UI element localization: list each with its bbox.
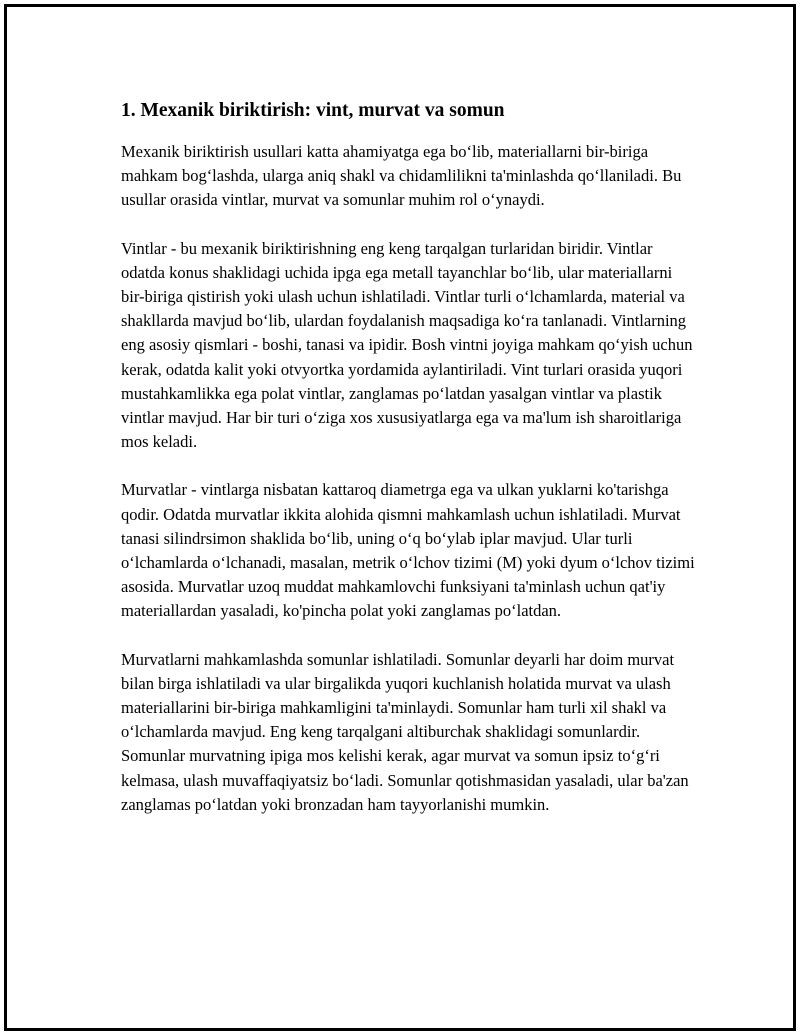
section-heading: 1. Mexanik biriktirish: vint, murvat va somun <box>121 100 505 121</box>
page-border <box>4 4 796 1031</box>
paragraph-somunlar: Murvatlarni mahkamlashda somunlar ishlatiladi. Somunlar deyarli har doim murvat bilan birga ishlatiladi va ular birgalikda yuqori kuchlanish holatida murvat va ulash materiallarini bir-biriga mahkamligini ta'minlaydi. Somunlar ham turli xil shakl va o‘lchamlarda mavjud. Eng keng tarqalgani altiburchak shaklidagi somunlardir. Somunlar murvatning ipiga mos kelishi kerak, agar murvat va somun ipsiz to‘g‘ri kelmasa, ulash muvaffaqiyatsiz bo‘ladi. Somunlar qotishmasidan yasaladi, ular ba'zan zanglamas po‘latdan yoki bronzadan ham tayyorlanishi mumkin. <box>121 649 689 814</box>
paragraph-vintlar: Vintlar - bu mexanik biriktirishning eng keng tarqalgan turlaridan biridir. Vintlar odatda konus shaklidagi uchida ipga ega metall tayanchlar bo‘lib, ular materiallarni bir-biriga qistirish yoki ulash uchun ishlatiladi. Vintlar turli o‘lchamlarda, material va shakllarda mavjud bo‘lib, ulardan foydalanish maqsadiga ko‘ra tanlanadi. Vintlarning eng asosiy qismlari - boshi, tanasi va ipidir. Bosh vintni joyiga mahkam qo‘yish uchun kerak, odatda kalit yoki otvyortka yordamida aylantiriladi. Vint turlari orasida yuqori mustahkamlikka ega polat vintlar, zanglamas po‘latdan yasalgan vintlar va plastik vintlar mavjud. Har bir turi o‘ziga xos xususiyatlarga ega va ma'lum ish sharoitlariga mos keladi. <box>121 238 693 452</box>
document-body <box>121 98 696 841</box>
paragraph-intro: Mexanik biriktirish usullari katta ahamiyatga ega bo‘lib, materiallarni bir-biriga mahkam bog‘lashda, ularga aniq shakl va chidamlilikni ta'minlashda qo‘llaniladi. Bu usullar orasida vintlar, murvat va somunlar muhim rol o‘ynaydi. <box>121 142 682 210</box>
paragraph-murvatlar: Murvatlar - vintlarga nisbatan kattaroq diametrga ega va ulkan yuklarni ko'tarishga qodir. Odatda murvatlar ikkita alohida qismni mahkamlash uchun ishlatiladi. Murvat tanasi silindrsimon shaklida bo‘lib, uning o‘q bo‘ylab iplar mavjud. Ular turli o‘lchamlarda o‘lchanadi, masalan, metrik o‘lchov tizimi (M) yoki dyum o‘lchov tizimi asosida. Murvatlar uzoq muddat mahkamlovchi funksiyani ta'minlash uchun qat'iy materiallardan yasaladi, ko'pincha polat yoki zanglamas po‘latdan. <box>121 480 695 621</box>
